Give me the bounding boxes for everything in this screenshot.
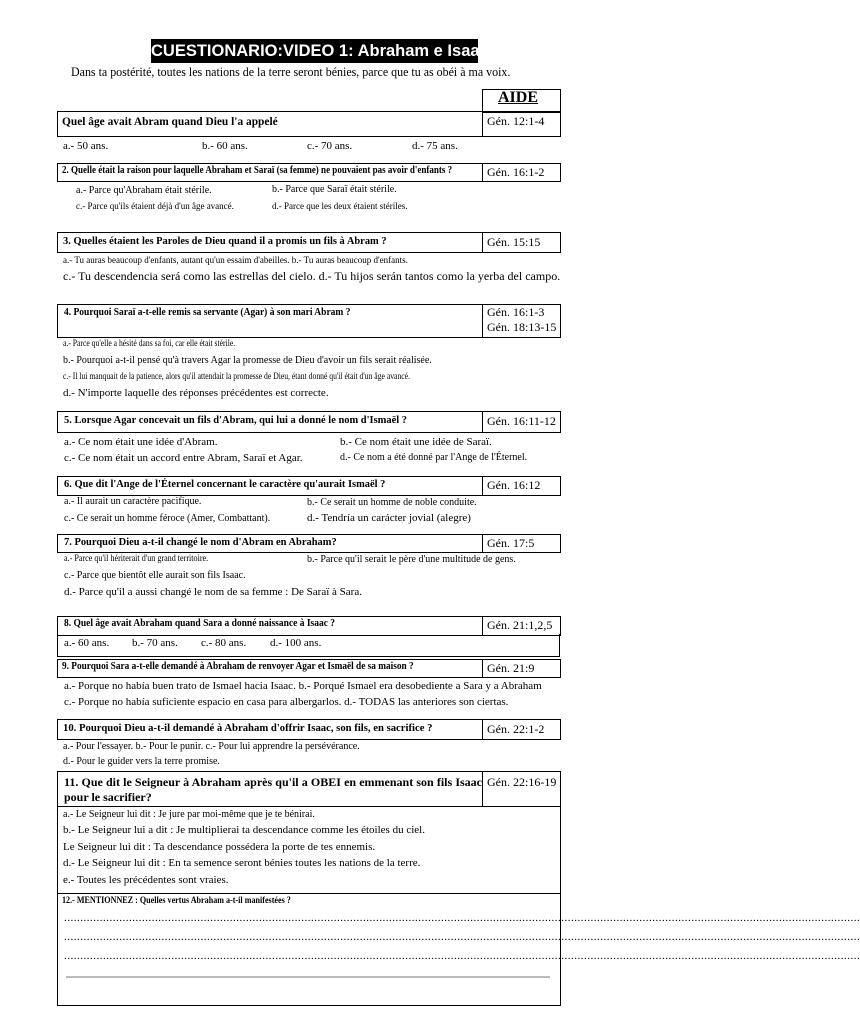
q1-option-d: d.- 75 ans. — [412, 140, 458, 152]
aide-label: AIDE — [498, 89, 539, 106]
q9-option-cd: c.- Porque no había suficiente espacio en casa para albergarlos. d.- TODAS las anteriores son ciertas. — [64, 696, 509, 708]
answer-line-1[interactable]: ..................................................................................................................................................................................................................................................... — [64, 912, 860, 924]
question-11: 11. Que dit le Seigneur à Abraham après qu'il a OBEI en emmenant son fils Isaac pour le sacrifier? — [64, 775, 482, 804]
reference-7: Gén. 17:5 — [487, 536, 535, 550]
q11-option-d: d.- Le Seigneur lui dit : En ta semence seront bénies toutes les nations de la terre. — [63, 857, 421, 869]
q11-option-b: b.- Le Seigneur lui a dit : Je multiplierai ta descendance comme les étoiles du ciel. — [63, 824, 425, 836]
q3-option-ab: a.- Tu auras beaucoup d'enfants, autant qu'un essaim d'abeilles. b.- Tu auras beaucoup d'enfants. — [63, 255, 408, 265]
q8-option-b: b.- 70 ans. — [132, 637, 178, 649]
question-divider — [482, 534, 483, 552]
q1-option-b: b.- 60 ans. — [202, 140, 248, 152]
question-7: 7. Pourquoi Dieu a-t-il changé le nom d'Abram en Abraham? — [64, 536, 337, 548]
answer-line-3[interactable]: ..................................................................................................................................................................................................................................................... — [64, 950, 860, 962]
q8-right-rule — [559, 634, 560, 656]
reference-2: Gén. 16:1-2 — [487, 165, 545, 179]
q2-option-b: b.- Parce que Saraï était stérile. — [272, 184, 397, 195]
q12-top-rule — [57, 893, 560, 894]
question-4: 4. Pourquoi Saraï a-t-elle remis sa servante (Agar) à son mari Abram ? — [64, 307, 351, 318]
q2-option-d: d.- Parce que les deux étaient stériles. — [272, 201, 408, 211]
question-divider — [482, 411, 483, 432]
answer-line-2[interactable]: ..................................................................................................................................................................................................................................................... — [64, 931, 860, 943]
q1-option-c: c.- 70 ans. — [307, 140, 353, 152]
q9-option-ab: a.- Porque no había buen trato de Ismael hacia Isaac. b.- Porqué Ismael era desobediente a Sara y a Abraham — [64, 680, 542, 692]
reference-4b: Gén. 18:13-15 — [487, 320, 557, 334]
q8-bottom-rule — [57, 656, 560, 657]
reference-10: Gén. 22:1-2 — [487, 722, 545, 736]
q4-option-c: c.- Il lui manquait de la patience, alors qu'il attendait la promesse de Dieu, étant donné qu'il était d'un âge avancé. — [63, 371, 410, 381]
q8-option-d: d.- 100 ans. — [270, 637, 322, 649]
question-9: 9. Pourquoi Sara a-t-elle demandé à Abraham de renvoyer Agar et Ismaël de sa maison ? — [62, 661, 414, 672]
question-3: 3. Quelles étaient les Paroles de Dieu quand il a promis un fils à Abram ? — [63, 235, 387, 247]
q11-option-c: Le Seigneur lui dit : Ta descendance possédera la porte de tes ennemis. — [63, 841, 376, 853]
question-divider — [482, 111, 483, 136]
reference-3: Gén. 15:15 — [487, 235, 541, 249]
question-10: 10. Pourquoi Dieu a-t-il demandé à Abraham d'offrir Isaac, son fils, en sacrifice ? — [63, 722, 433, 734]
question-divider — [482, 304, 483, 337]
question-divider — [482, 659, 483, 677]
q8-option-c: c.- 80 ans. — [201, 637, 247, 649]
reference-8: Gén. 21:1,2,5 — [487, 618, 553, 632]
q10-option-d: d.- Pour le guider vers la terre promise. — [63, 756, 220, 767]
question-2: 2. Quelle était la raison pour laquelle Abraham et Saraï (sa femme) ne pouvaient pas avoir d'enfants ? — [62, 165, 453, 176]
reference-5: Gén. 16:11-12 — [487, 414, 556, 428]
q1-option-a: a.- 50 ans. — [63, 140, 109, 152]
question-divider — [482, 771, 483, 807]
reference-6: Gén. 16:12 — [487, 478, 541, 492]
q6-option-b: b.- Ce serait un homme de noble conduite. — [307, 497, 477, 508]
question-divider — [482, 719, 483, 739]
q7-option-d: d.- Parce qu'il a aussi changé le nom de sa femme : De Saraï à Sara. — [64, 586, 362, 598]
q7-option-a: a.- Parce qu'il hériterait d'un grand territoire. — [64, 553, 209, 563]
q2-option-a: a.- Parce qu'Abraham était stérile. — [76, 185, 212, 196]
q4-option-b: b.- Pourquoi a-t-il pensé qu'à travers Agar la promesse de Dieu d'avoir un fils serait réalisée. — [63, 355, 432, 366]
q5-option-c: c.- Ce nom était un accord entre Abram, Saraï et Agar. — [64, 452, 303, 464]
q10-option-abc: a.- Pour l'essayer. b.- Pour le punir. c.- Pour lui apprendre la persévérance. — [63, 741, 360, 752]
reference-9: Gén. 21:9 — [487, 661, 535, 675]
question-12: 12.- MENTIONNEZ : Quelles vertus Abraham a-t-il manifestées ? — [62, 895, 291, 905]
intro-verse: Dans ta postérité, toutes les nations de la terre seront bénies, parce que tu as obéi à ma voix. — [71, 64, 511, 79]
q2-option-c: c.- Parce qu'ils étaient déjà d'un âge avancé. — [76, 201, 234, 211]
q6-option-a: a.- Il aurait un caractère pacifique. — [64, 496, 202, 507]
q8-left-rule — [57, 634, 58, 656]
answer-line-4 — [66, 976, 550, 978]
q4-option-d: d.- N'importe laquelle des réponses précédentes est correcte. — [63, 387, 329, 399]
reference-11: Gén. 22:16-19 — [487, 775, 557, 789]
q5-option-d: d.- Ce nom a été donné par l'Ange de l'Éternel. — [340, 452, 528, 463]
q5-option-b: b.- Ce nom était une idée de Saraï. — [340, 436, 492, 448]
q7-option-c: c.- Parce que bientôt elle aurait son fils Isaac. — [64, 570, 246, 581]
q3-option-cd: c.- Tu descendencia será como las estrellas del cielo. d.- Tu hijos serán tantos como la yerba del campo. — [63, 269, 561, 283]
question-5: 5. Lorsque Agar concevait un fils d'Abram, qui lui a donné le nom d'Ismaël ? — [64, 414, 407, 426]
q11-option-e: e.- Toutes les précédentes sont vraies. — [63, 874, 229, 886]
q7-option-b: b.- Parce qu'il serait le père d'une multitude de gens. — [307, 554, 516, 565]
question-divider — [482, 616, 483, 635]
q4-option-a: a.- Parce qu'elle a hésité dans sa foi, car elle était stérile. — [63, 338, 236, 348]
q5-option-a: a.- Ce nom était une idée d'Abram. — [64, 436, 218, 448]
q11-option-a: a.- Le Seigneur lui dit : Je jure par moi-même que je te bénirai. — [63, 809, 315, 820]
question-1: Quel âge avait Abram quand Dieu l'a appelé — [62, 114, 278, 128]
reference-4: Gén. 16:1-3 — [487, 305, 545, 319]
q6-option-d: d.- Tendría un carácter jovial (alegre) — [307, 512, 471, 524]
page-title: CUESTIONARIO:VIDEO 1: Abraham e Isaac — [151, 39, 478, 63]
question-6: 6. Que dit l'Ange de l'Éternel concernant le caractère qu'aurait Ismaël ? — [64, 478, 386, 490]
reference-1: Gén. 12:1-4 — [487, 114, 545, 128]
q11-header-rule — [57, 806, 560, 807]
question-divider — [482, 163, 483, 181]
q8-option-a: a.- 60 ans. — [64, 637, 110, 649]
question-divider — [482, 476, 483, 495]
question-8: 8. Quel âge avait Abraham quand Sara a donné naissance à Isaac ? — [64, 618, 336, 629]
question-divider — [482, 232, 483, 252]
q6-option-c: c.- Ce serait un homme féroce (Amer, Combattant). — [64, 513, 271, 524]
